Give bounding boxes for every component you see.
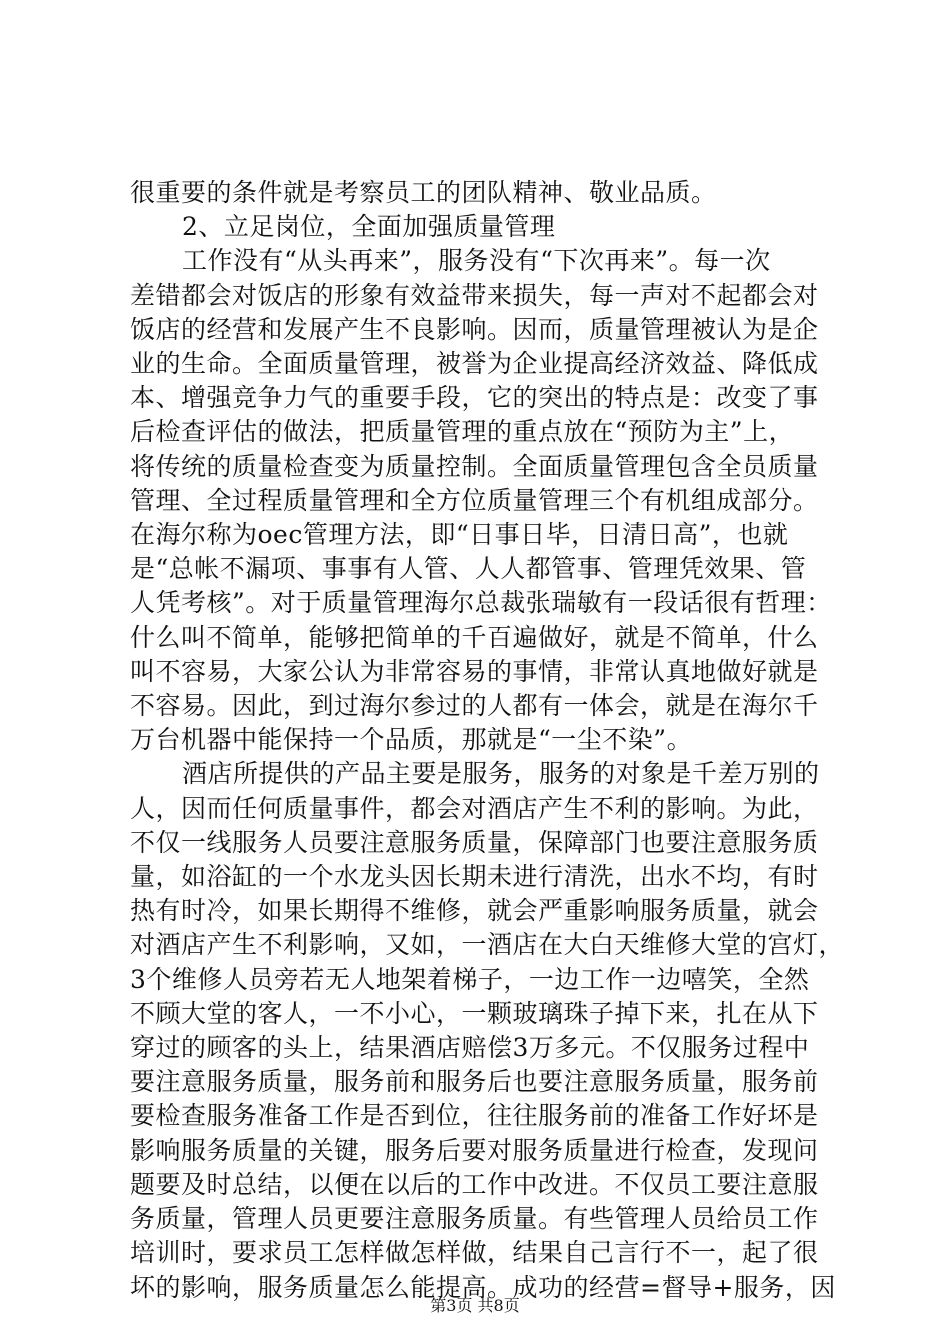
text-line: 要注意服务质量，服务前和服务后也要注意服务质量，服务前	[130, 1067, 819, 1097]
text-line: 业的生命。全面质量管理，被誉为企业提高经济效益、降低成	[130, 349, 819, 379]
text-line: 题要及时总结，以便在以后的工作中改进。不仅员工要注意服	[130, 1169, 819, 1199]
text-line: 不顾大堂的客人，一不小心，一颗玻璃珠子掉下来，扎在从下	[130, 998, 819, 1028]
text-line: 对酒店产生不利影响，又如，一酒店在大白天维修大堂的宫灯，	[130, 930, 845, 960]
text-line: 叫不容易，大家公认为非常容易的事情，非常认真地做好就是	[130, 656, 819, 686]
text-line: 本、增强竞争力气的重要手段，它的突出的特点是：改变了事	[130, 383, 819, 413]
text-line: 什么叫不简单，能够把简单的千百遍做好，就是不简单，什么	[130, 622, 819, 652]
text-line: 量，如浴缸的一个水龙头因长期未进行清洗，出水不均，有时	[130, 862, 819, 892]
paragraph-start-line: 酒店所提供的产品主要是服务，服务的对象是千差万别的	[182, 759, 820, 789]
text-line: 在海尔称为oec管理方法，即“日事日毕，日清日高”，也就	[130, 520, 789, 550]
text-line: 坏的影响，服务质量怎么能提高。成功的经营=督导+服务，因	[130, 1272, 836, 1302]
text-line: 将传统的质量检查变为质量控制。全面质量管理包含全员质量	[130, 451, 819, 481]
text-line: 管理、全过程质量管理和全方位质量管理三个有机组成部分。	[130, 485, 819, 515]
text-line: 不仅一线服务人员要注意服务质量，保障部门也要注意服务质	[130, 827, 819, 857]
text-line: 后检查评估的做法，把质量管理的重点放在“预防为主”上，	[130, 417, 795, 447]
text-line: 3个维修人员旁若无人地架着梯子，一边工作一边嘻笑，全然	[130, 964, 810, 994]
text-line: 人凭考核”。对于质量管理海尔总裁张瑞敏有一段话很有哲理：	[130, 588, 832, 618]
text-line: 很重要的条件就是考察员工的团队精神、敬业品质。	[130, 178, 717, 207]
text-line: 影响服务质量的关键，服务后要对服务质量进行检查，发现问	[130, 1135, 819, 1165]
text-line: 穿过的顾客的头上，结果酒店赔偿3万多元。不仅服务过程中	[130, 1033, 810, 1063]
text-line: 热有时冷，如果长期得不维修，就会严重影响服务质量，就会	[130, 896, 819, 926]
text-line: 饭店的经营和发展产生不良影响。因而，质量管理被认为是企	[130, 314, 819, 344]
document-body	[130, 176, 860, 1305]
text-line: 不容易。因此，到过海尔参过的人都有一体会，就是在海尔千	[130, 691, 819, 721]
text-line: 万台机器中能保持一个品质，那就是“一尘不染”。	[130, 725, 693, 755]
text-line: 是“总帐不漏项、事事有人管、人人都管事、管理凭效果、管	[130, 554, 807, 584]
text-line: 培训时，要求员工怎样做怎样做，结果自己言行不一，起了很	[130, 1238, 819, 1268]
paragraph-start-line: 工作没有“从头再来”，服务没有“下次再来”。每一次	[182, 246, 771, 276]
section-heading: 2、立足岗位，全面加强质量管理	[182, 212, 556, 242]
text-line: 要检查服务准备工作是否到位，往往服务前的准备工作好坏是	[130, 1101, 819, 1131]
text-line: 人，因而任何质量事件，都会对酒店产生不利的影响。为此，	[130, 793, 819, 823]
text-line: 务质量，管理人员更要注意服务质量。有些管理人员给员工作	[130, 1204, 819, 1234]
page-number-footer: 第3页 共8页	[430, 1296, 520, 1315]
text-line: 差错都会对饭店的形象有效益带来损失，每一声对不起都会对	[130, 280, 819, 310]
